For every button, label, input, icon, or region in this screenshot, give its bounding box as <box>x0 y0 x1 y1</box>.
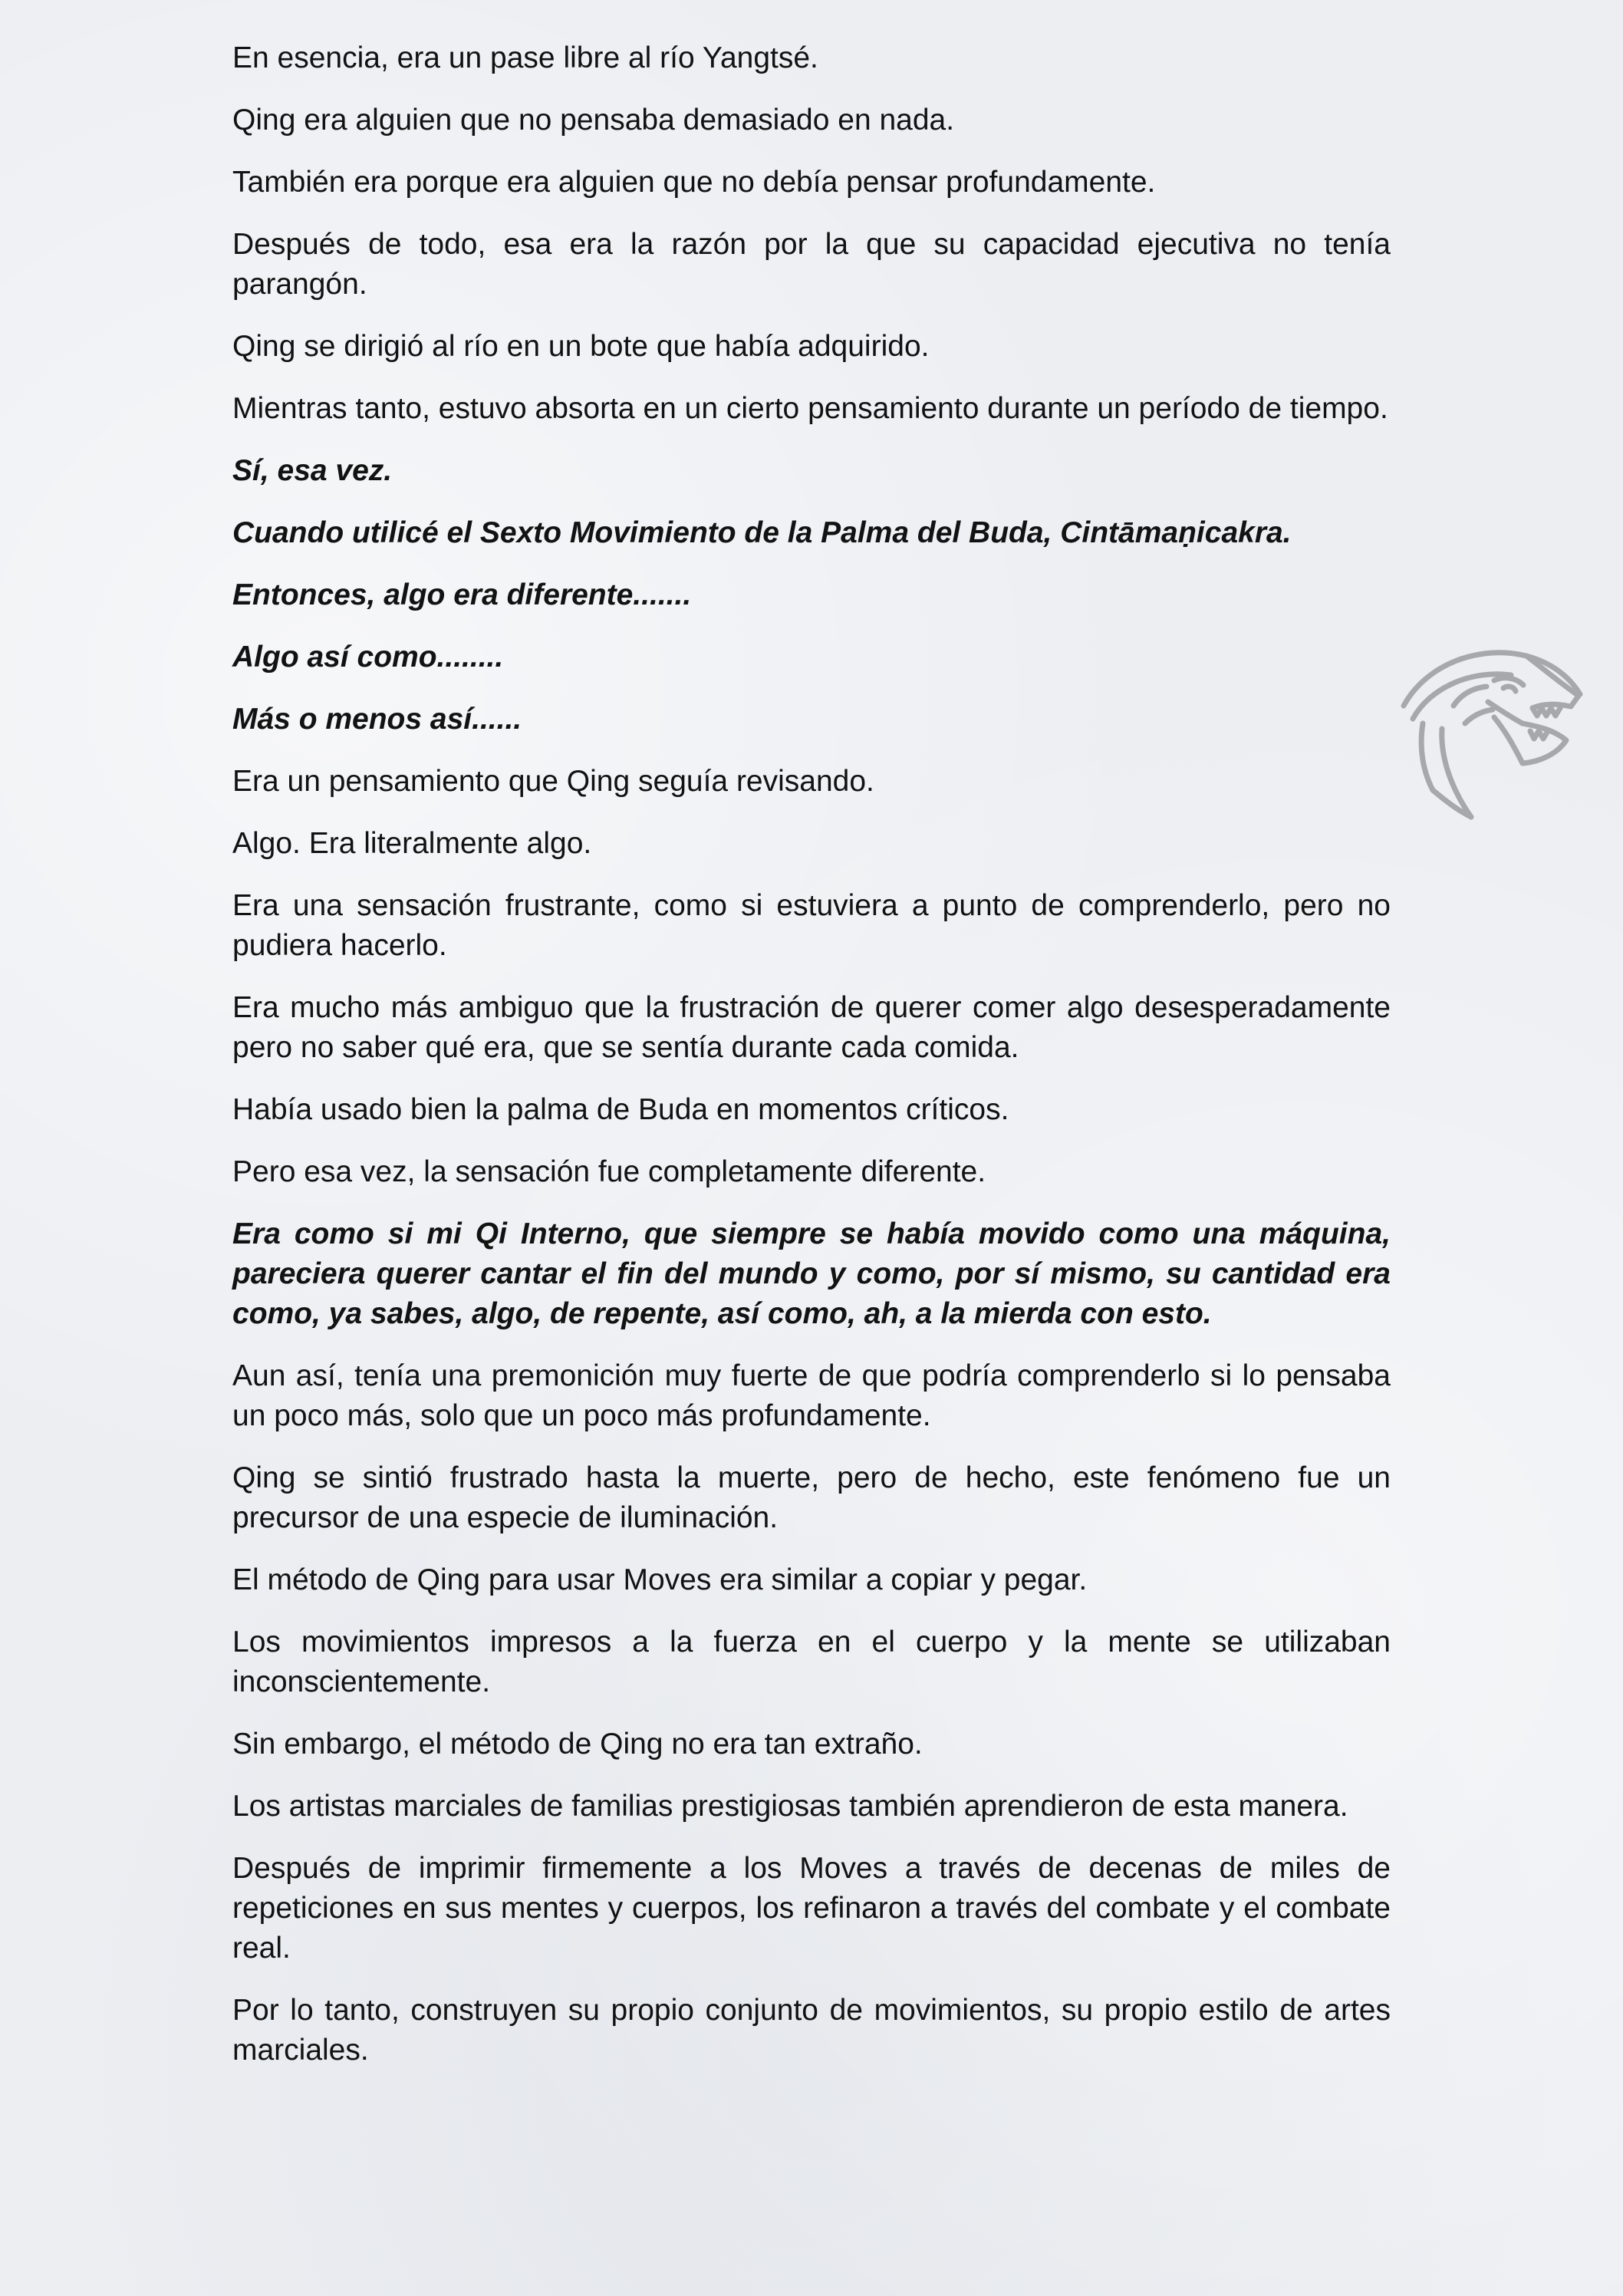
paragraph: Los artistas marciales de familias prestigiosas también aprendieron de esta manera. <box>232 1790 1348 1823</box>
inner-thought-paragraph: Cuando utilicé el Sexto Movimiento de la Palma del Buda, Cintāmaṇicakra. <box>232 516 1292 549</box>
paragraph: Después de todo, esa era la razón por la que su capacidad ejecutiva no tenía parangón. <box>232 228 1391 301</box>
inner-thought-paragraph: Algo así como........ <box>232 641 504 674</box>
paragraph: También era porque era alguien que no debía pensar profundamente. <box>232 166 1156 199</box>
paragraph: Había usado bien la palma de Buda en momentos críticos. <box>232 1093 1009 1126</box>
dinosaur-head-logo-icon <box>1396 633 1595 832</box>
inner-thought-paragraph: Sí, esa vez. <box>232 454 393 487</box>
inner-thought-paragraph: Más o menos así...... <box>232 703 522 736</box>
paragraph: Qing se dirigió al río en un bote que había adquirido. <box>232 330 930 363</box>
paragraph: Pero esa vez, la sensación fue completamente diferente. <box>232 1155 986 1188</box>
document-body <box>232 38 1391 2093</box>
paragraph: Era mucho más ambiguo que la frustración de querer comer algo desesperadamente pero no saber qué era, que se sentía durante cada comida. <box>232 991 1391 1064</box>
paragraph: Después de imprimir firmemente a los Moves a través de decenas de miles de repeticiones en sus mentes y cuerpos, los refinaron a través del combate y el combate real. <box>232 1852 1391 1965</box>
paragraph: Por lo tanto, construyen su propio conjunto de movimientos, su propio estilo de artes marciales. <box>232 1994 1391 2067</box>
paragraph: Mientras tanto, estuvo absorta en un cierto pensamiento durante un período de tiempo. <box>232 392 1388 425</box>
paragraph: Era una sensación frustrante, como si estuviera a punto de comprenderlo, pero no pudiera hacerlo. <box>232 889 1391 962</box>
paragraph: En esencia, era un pase libre al río Yangtsé. <box>232 41 818 74</box>
paragraph: El método de Qing para usar Moves era similar a copiar y pegar. <box>232 1563 1088 1596</box>
paragraph: Algo. Era literalmente algo. <box>232 827 592 860</box>
paragraph: Los movimientos impresos a la fuerza en el cuerpo y la mente se utilizaban inconscientemente. <box>232 1626 1391 1698</box>
inner-thought-paragraph: Entonces, algo era diferente....... <box>232 578 692 611</box>
paragraph: Qing se sintió frustrado hasta la muerte, pero de hecho, este fenómeno fue un precursor de una especie de iluminación. <box>232 1461 1391 1534</box>
paragraph: Aun así, tenía una premonición muy fuerte de que podría comprenderlo si lo pensaba un poco más, solo que un poco más profundamente. <box>232 1359 1391 1432</box>
paragraph: Sin embargo, el método de Qing no era tan extraño. <box>232 1728 923 1761</box>
paragraph: Qing era alguien que no pensaba demasiado en nada. <box>232 104 955 137</box>
paragraph: Era un pensamiento que Qing seguía revisando. <box>232 765 874 798</box>
inner-thought-paragraph: Era como si mi Qi Interno, que siempre se había movido como una máquina, pareciera querer cantar el fin del mundo y como, por sí mismo, su cantidad era como, ya sabes, algo, de repente, así como, ah, a la mierda con esto. <box>232 1217 1391 1330</box>
